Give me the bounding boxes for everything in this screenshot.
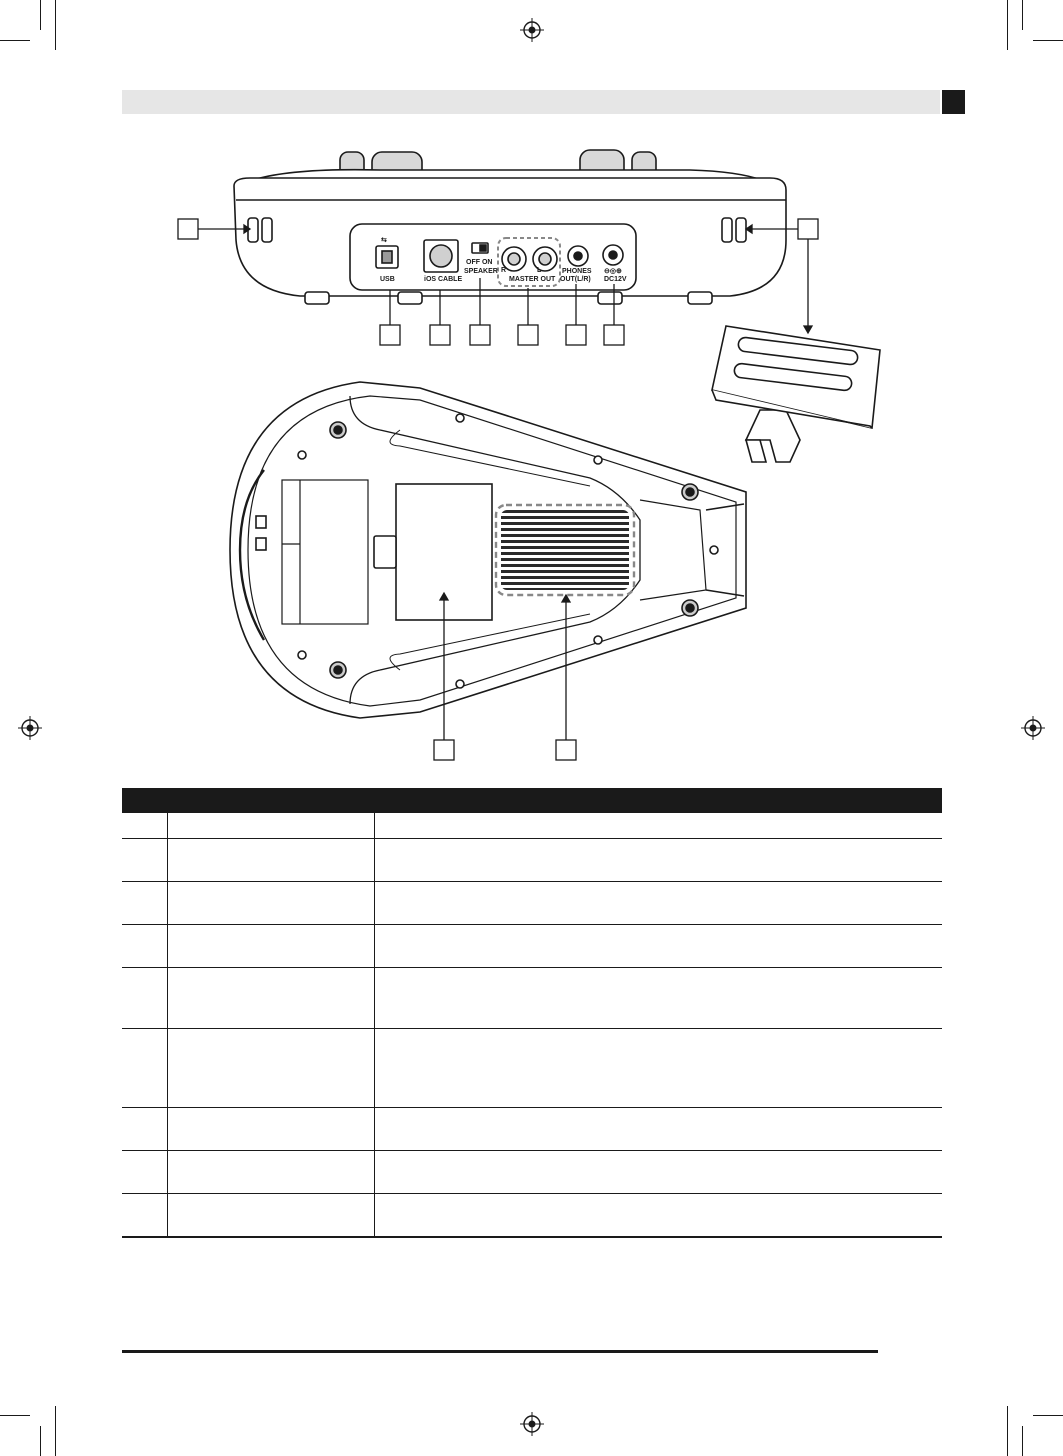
phones-label-1: PHONES (562, 268, 592, 275)
callout-box (518, 325, 538, 345)
master-r-label: R (501, 267, 507, 274)
callout-box (470, 325, 490, 345)
callout-box (178, 219, 198, 239)
table-row (122, 813, 942, 839)
registration-mark-left (18, 716, 42, 740)
footer-rule (122, 1350, 878, 1353)
phones-label-2: OUT(L/R) (560, 276, 591, 283)
cover-latch (374, 536, 396, 568)
registration-mark-top (520, 18, 544, 42)
speaker-grille (501, 510, 629, 590)
callout-box (434, 740, 454, 760)
table-row (122, 839, 942, 882)
table-row (122, 1108, 942, 1151)
dc-label: DC12V (604, 276, 627, 283)
ios-cable-port (424, 240, 458, 272)
usb-label: USB (380, 276, 395, 283)
callout-box (798, 219, 818, 239)
table-row (122, 968, 942, 1029)
bottom-view (230, 382, 746, 718)
speaker-switch (472, 243, 488, 253)
parts-table (122, 788, 942, 1238)
table-row (122, 882, 942, 925)
phones-jack (568, 246, 588, 266)
table-row (122, 925, 942, 968)
callout-box (556, 740, 576, 760)
callout-box (380, 325, 400, 345)
table-header (122, 788, 942, 813)
callout-box (430, 325, 450, 345)
master-out-label: MASTER OUT (509, 276, 556, 283)
callout-box (566, 325, 586, 345)
master-l-label: L (537, 267, 542, 274)
speaker-label: SPEAKER (464, 268, 498, 275)
table-header-row (122, 788, 942, 813)
music-stand-accessory (712, 326, 880, 462)
table-row (122, 1151, 942, 1194)
usb-port (376, 246, 398, 268)
registration-mark-right (1021, 716, 1045, 740)
ios-cable-label: iOS CABLE (424, 276, 463, 283)
usb-symbol: ⇆ (381, 237, 387, 244)
dc-polarity-icon: ⊖◎⊕ (604, 268, 622, 275)
table-row (122, 1029, 942, 1108)
table-row (122, 1194, 942, 1237)
registration-mark-bottom (520, 1412, 544, 1436)
switch-states-label: OFF ON (466, 259, 493, 266)
dc-jack (603, 245, 623, 265)
callout-box (604, 325, 624, 345)
